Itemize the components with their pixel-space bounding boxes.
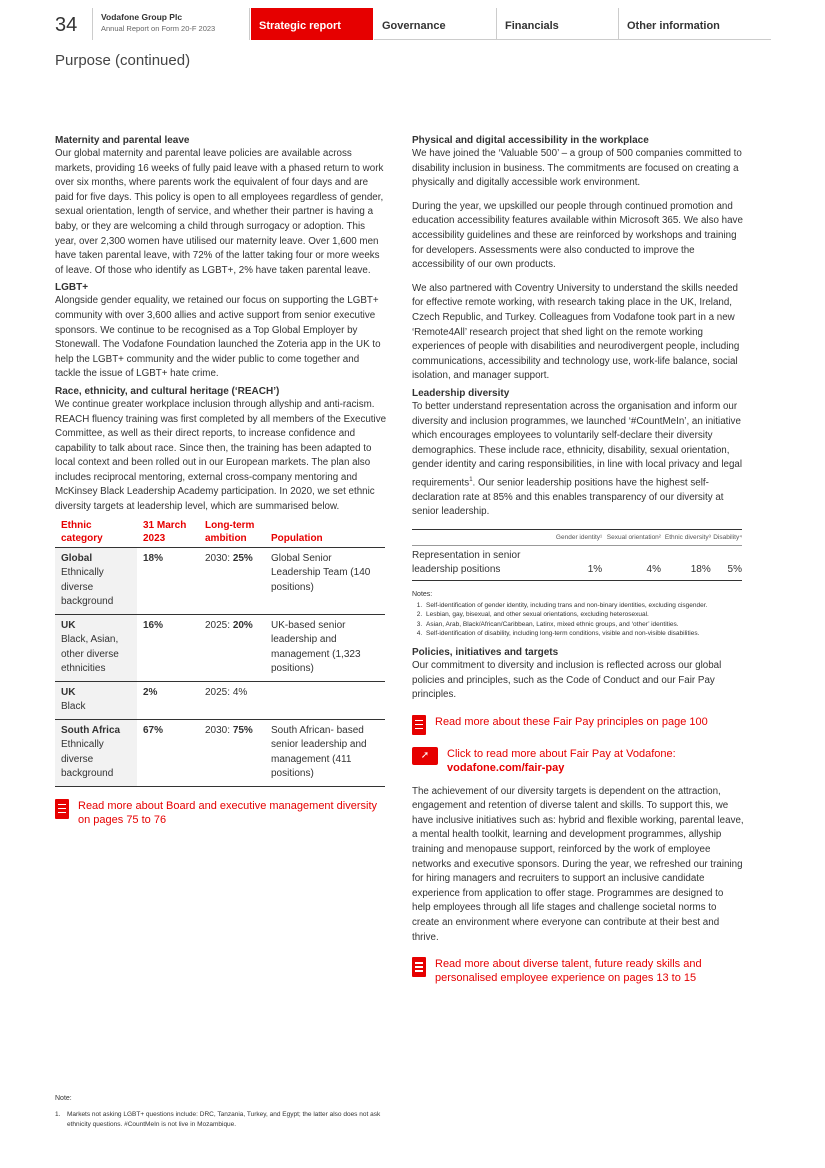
footnote-title: Note:	[55, 1095, 72, 1102]
fair-pay-principles-link[interactable]	[412, 715, 744, 735]
table-header: Disability⁴	[711, 529, 742, 545]
reach-text: We continue greater workplace inclusion through allyship and anti-racism. REACH fluency training was first completed by all members of the Executive Committee, as well as their direct reports, to increase confidence and capability to talk about race. Since then, the training has been adapted to local context and been rolled out in our European markets. The plan also includes reciprocal mentoring, external cross-company mentoring and McKinsey Black Leadership Academy participation. In 2020, we set ethnic diversity targets at leadership level, which are summarised below.	[55, 398, 387, 513]
table-row	[55, 681, 385, 719]
ethnic-category: Global Ethnically diverse background	[55, 547, 137, 614]
table-cell: 18%	[690, 563, 711, 575]
document-icon	[412, 957, 426, 977]
fair-pay-web-link[interactable]	[412, 747, 744, 775]
ambition: 2030: 25%	[199, 547, 265, 614]
leadership-text: To better understand representation across the organisation and inform our diversity and inclusion programmes, we launched ‘#CountMeIn’, an initiative which encourages employees to voluntarily self-declare their diversity demographics. These include race, ethnicity, disability, sexual orientation, gender identity and caring responsibilities, in line with local privacy and legal requirements$^1$. Our senior leadership positions have the highest self-declaration rate at 85% and this enables transparency of our diversity at senior leadership.	[412, 400, 743, 518]
tab-financials[interactable]: Financials	[497, 8, 618, 40]
footnote-number: 1.	[55, 1111, 61, 1118]
table-row	[55, 719, 385, 786]
reach-heading: Race, ethnicity, and cultural heritage (‘REACH’)	[55, 385, 280, 397]
current-value: 2%	[137, 681, 199, 719]
population	[265, 681, 385, 719]
table-header: Ethnic category	[55, 519, 137, 548]
lgbt-text: Alongside gender equality, we retained our focus on supporting the LGBT+ community with over 3,600 allies and active support from senior executive sponsors. We continue to be recognised as a Top Global Employer by Stonewall. The Vodafone Foundation launched the Zoteria app in the UK to help the LGBT+ community and the wider public to come together and tackle the issue of LGBT+ hate crime.	[55, 295, 381, 380]
notes-title: Notes:	[412, 590, 433, 598]
ethnic-category: South Africa Ethnically diverse background	[55, 719, 137, 786]
current-value: 18%	[137, 547, 199, 614]
ethnic-category: UK Black	[55, 681, 137, 719]
header-divider	[92, 8, 93, 40]
accessibility-text-1: We have joined the ‘Valuable 500’ – a group of 500 companies committed to disability inclusion in business. The commitments are focused on creating a physically and digitally accessible work environment.	[412, 148, 742, 189]
left-column	[55, 135, 387, 837]
lgbt-heading: LGBT+	[55, 282, 89, 294]
ethnic-diversity-table	[55, 519, 385, 787]
diverse-talent-link[interactable]	[412, 957, 744, 985]
table-header: Gender identity¹	[552, 529, 602, 545]
population: UK-based senior leadership and management (1,323 positions)	[265, 614, 385, 681]
row-label: Representation in senior leadership positions	[412, 549, 521, 575]
accessibility-text-3: We also partnered with Coventry University to understand the skills needed for effective remote working, with research taking place in the UK, Ireland, Czech Republic, and Turkey. Colleagues from Vodafone took part in a new ‘Remote4All’ research project that shed light on the remote working experiences of people with disabilities and neurodivergent people, including communications, accessibility and technology use, work-life balance, social isolation, and manager support.	[412, 282, 740, 382]
ambition: 2030: 75%	[199, 719, 265, 786]
link-text: Click to read more about Fair Pay at Vodafone: vodafone.com/fair-pay	[447, 747, 676, 774]
table-header: Ethnic diversity³	[661, 529, 711, 545]
header-divider	[249, 8, 250, 40]
web-cursor-icon: ➚	[412, 747, 438, 765]
page-title: Purpose (continued)	[55, 52, 191, 69]
company-name: Vodafone Group Plc	[101, 12, 183, 22]
document-icon	[55, 799, 69, 819]
maternity-heading: Maternity and parental leave	[55, 135, 190, 146]
table-header: Long-term ambition	[199, 519, 265, 548]
accessibility-heading: Physical and digital accessibility in the workplace	[412, 135, 649, 146]
table-row	[412, 545, 742, 580]
table-header: Sexual orientation²	[602, 529, 661, 545]
maternity-text: Our global maternity and parental leave policies are available across markets, providing 16 weeks of fully paid leave with a phased return to work over six months, where parents work the equivalent of four days and are paid for five days. This policy is open to all employees regardless of gender, sexual orientation, length of service, and whether their partner is having a baby, or they are welcoming a child through surrogacy or adoption. This year, over 2,300 women have utilised our maternity leave. Over 1,600 men have taken parental leave, with 72% of the latter taking four or more weeks of leave. Of those who identify as LGBT+, 2% have taken parental leave.	[55, 148, 384, 276]
population: South African- based senior leadership and management (411 positions)	[265, 719, 385, 786]
tab-other-information[interactable]: Other information	[619, 8, 771, 40]
note-item: 2. Lesbian, gay, bisexual, and other sexual orientations, excluding heterosexual.	[424, 610, 744, 620]
accessibility-text-2: During the year, we upskilled our people through continued promotion and education accessibility features available within Microsoft 365. We also have accessibility guidelines and these are reinforced by workshops and training for developers. Assessments were also conducted to improve the accessibility of our own products.	[412, 200, 743, 271]
representation-table	[412, 529, 742, 581]
note-item: 4. Self-identification of disability, including long-term conditions, visible and non-visible disabilities.	[424, 629, 744, 639]
note-item: 1. Self-identification of gender identity, including trans and non-binary identities, excluding cisgender.	[424, 601, 744, 611]
note-item: 3. Asian, Arab, Black/African/Caribbean, Latinx, mixed ethnic groups, and ‘other’ identities.	[424, 620, 744, 630]
board-diversity-link[interactable]	[55, 799, 387, 827]
link-text: Read more about Board and executive management diversity on pages 75 to 76	[78, 799, 378, 826]
table-cell: 4%	[646, 563, 661, 575]
link-text: Read more about these Fair Pay principles on page 100	[435, 715, 708, 728]
table-row	[55, 547, 385, 614]
table-cell: 1%	[587, 563, 603, 575]
leadership-heading: Leadership diversity	[412, 387, 510, 399]
current-value: 16%	[137, 614, 199, 681]
tab-governance[interactable]: Governance	[374, 8, 496, 40]
table-header: Population	[265, 519, 385, 548]
achievement-text: The achievement of our diversity targets is dependent on the attraction, engagement and retention of diverse talent and skills. To support this, we have inclusive initiatives such as: hybrid and flexible working, parental leave, a mental health toolkit, learning and development programmes, allyship training and menopause support, reinforced by the work of employee networks and executive sponsors. During the year, we refreshed our training for hiring managers and recruiters to support an inclusive candidate experience from application to offer stage. Programmes are designed to help employees through all life stages and challenge societal norms to create an environment where everyone can contribute at their best and thrive.	[412, 785, 744, 943]
table-row	[55, 614, 385, 681]
policies-heading: Policies, initiatives and targets	[412, 646, 559, 658]
table-header: 31 March 2023	[137, 519, 199, 548]
document-icon	[412, 715, 426, 735]
ethnic-category: UK Black, Asian, other diverse ethnicities	[55, 614, 137, 681]
right-column	[412, 135, 744, 995]
policies-text: Our commitment to diversity and inclusion is reflected across our global policies and principles, such as the Code of Conduct and our Fair Pay principles.	[412, 659, 722, 701]
notes-list	[412, 601, 744, 639]
current-value: 67%	[137, 719, 199, 786]
page-footnote	[55, 1095, 385, 1129]
table-cell: 5%	[727, 563, 742, 575]
tab-strategic-report[interactable]: Strategic report	[251, 8, 373, 40]
page-number: 34	[55, 14, 78, 36]
ambition: 2025: 20%	[199, 614, 265, 681]
footnote-text: Markets not asking LGBT+ questions include: DRC, Tanzania, Turkey, and Egypt; the latter also does not ask ethnicity questions. #CountMeIn is not live in Mozambique.	[67, 1111, 381, 1128]
link-text: Read more about diverse talent, future ready skills and personalised employee experience on pages 13 to 15	[435, 958, 702, 985]
population: Global Senior Leadership Team (140 positions)	[265, 547, 385, 614]
ambition: 2025: 4%	[199, 681, 265, 719]
report-subtitle: Annual Report on Form 20-F 2023	[101, 24, 216, 33]
